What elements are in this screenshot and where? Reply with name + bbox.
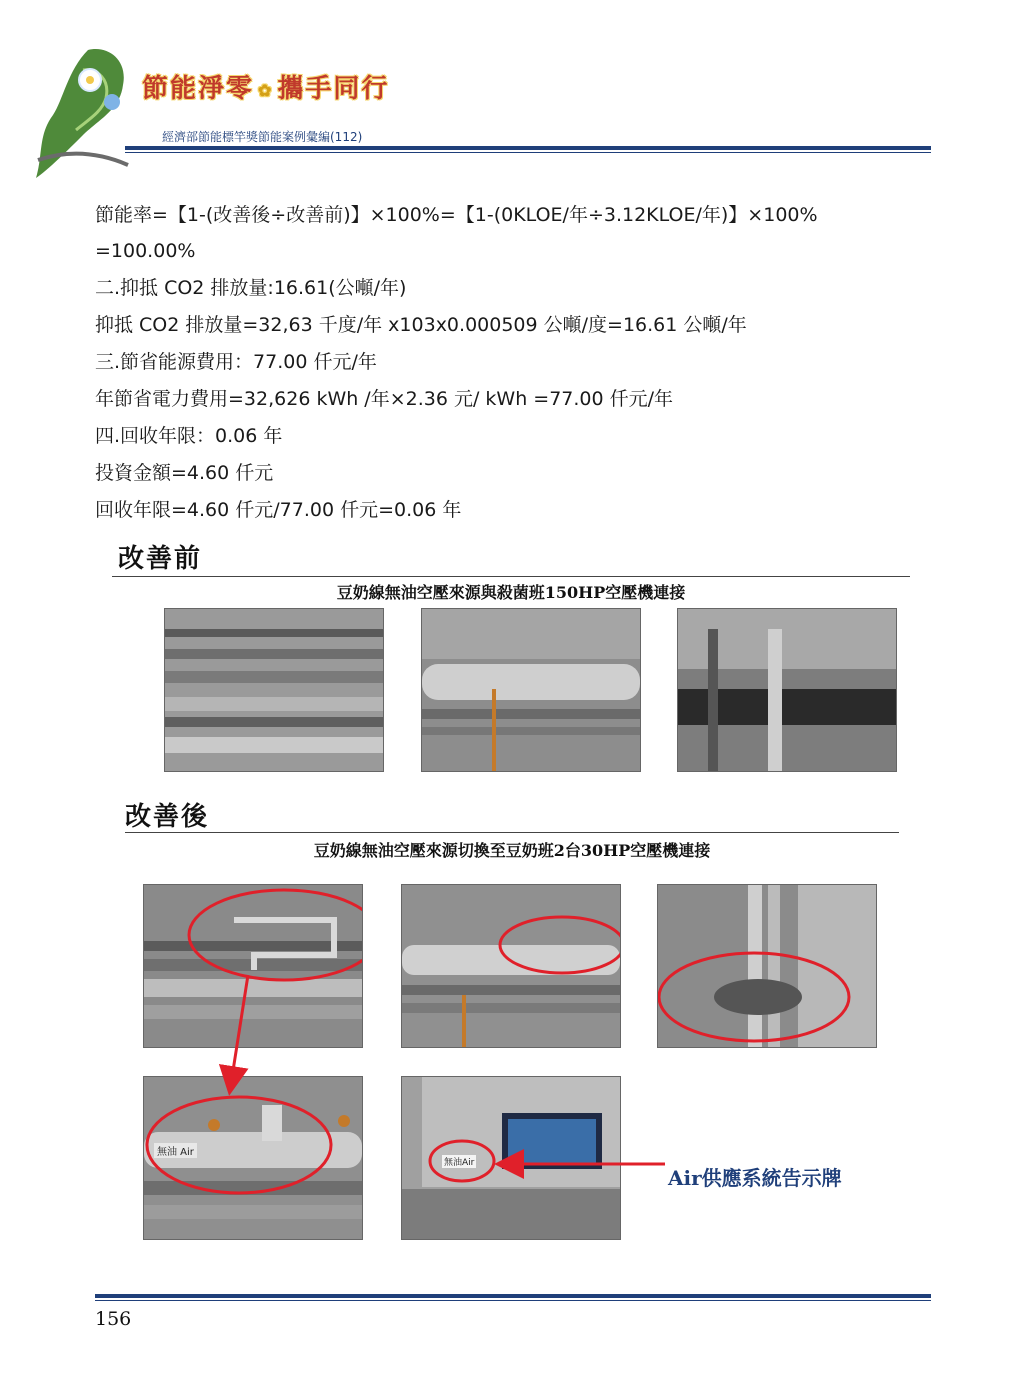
before-section-title: 改善前 — [118, 544, 203, 574]
after-photo-5 — [401, 1076, 621, 1240]
after-photo-2 — [401, 884, 621, 1048]
before-photo-3 — [677, 608, 897, 772]
text-line-4: 抑抵 CO2 排放量=32,63 千度/年 x103x0.000509 公噸/度=16.61 公噸/年 — [95, 314, 747, 336]
header-rule — [125, 146, 931, 150]
text-line-5: 三.節省能源費用：77.00 仟元/年 — [95, 351, 377, 373]
after-caption: 豆奶線無油空壓來源切換至豆奶班2台30HP空壓機連接 — [313, 841, 711, 860]
text-line-7: 四.回收年限：0.06 年 — [95, 425, 283, 447]
brand-title-left: 節能淨零 — [142, 74, 255, 104]
page-number: 156 — [95, 1308, 132, 1330]
text-line-2: =100.00% — [95, 240, 196, 262]
before-photo-2 — [421, 608, 641, 772]
footer-rule-thin — [95, 1300, 931, 1301]
text-line-1: 節能率=【1-(改善後÷改善前)】×100%=【1-(0KLOE/年÷3.12KLOE/年)】×100% — [95, 204, 818, 226]
text-line-3: 二.抑抵 CO2 排放量:16.61(公噸/年) — [95, 277, 407, 299]
brand-title-right: 攜手同行 — [277, 74, 390, 104]
flower-icon: ✿ — [258, 80, 274, 100]
brand-title — [142, 68, 389, 105]
publication-subtitle: 經濟部節能標竿獎節能案例彙編(112) — [162, 130, 363, 144]
text-line-9: 回收年限=4.60 仟元/77.00 仟元=0.06 年 — [95, 499, 462, 521]
after-photo-3 — [657, 884, 877, 1048]
air-supply-annotation: Air供應系統告示牌 — [668, 1166, 842, 1190]
taiwan-leaf-logo — [28, 40, 158, 180]
before-caption: 豆奶線無油空壓來源與殺菌班150HP空壓機連接 — [336, 583, 686, 602]
footer-rule — [95, 1294, 931, 1298]
air-supply-sign: 無油Air — [442, 1155, 476, 1168]
after-section-title: 改善後 — [125, 802, 210, 832]
header-rule-thin — [125, 152, 931, 153]
pipe-label: 無油 Air — [154, 1143, 197, 1158]
text-line-6: 年節省電力費用=32,626 kWh /年×2.36 元/ kWh =77.00 仟元/年 — [95, 388, 674, 410]
after-photo-1 — [143, 884, 363, 1048]
before-photo-1 — [164, 608, 384, 772]
after-section-rule — [125, 832, 899, 833]
before-section-rule — [112, 576, 910, 577]
after-photo-4 — [143, 1076, 363, 1240]
text-line-8: 投資金額=4.60 仟元 — [95, 462, 274, 484]
